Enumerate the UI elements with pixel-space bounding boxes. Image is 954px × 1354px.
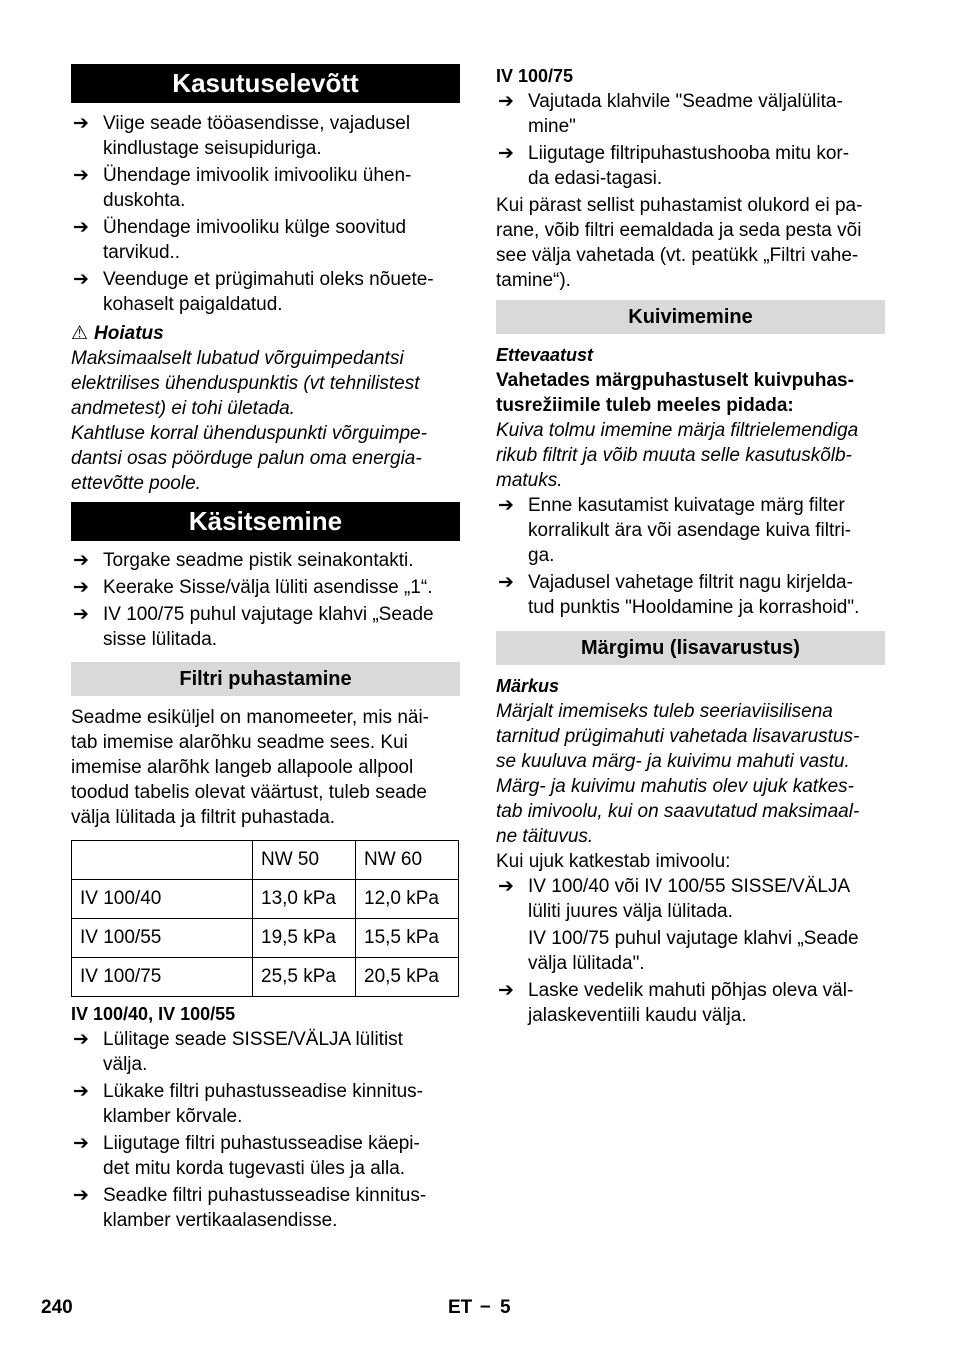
subheading-filtri-puhastamine: Filtri puhastamine (71, 662, 460, 696)
list-item: ➔ Viige seade tööasendisse, vajadusel kindlustage seisupiduriga. (73, 113, 411, 159)
table-cell: 19,5 kPa (253, 919, 356, 958)
bullet-list-1 (71, 111, 460, 317)
list-item: ➔ Vajadusel vahetage filtrit nagu kirjelda- tud punktis "Hooldamine ja korrashoid". (498, 572, 860, 618)
table-cell: 25,5 kPa (253, 958, 356, 997)
table-cell: 12,0 kPa (356, 880, 459, 919)
list-item: ➔ Lükake filtri puhastusseadise kinnitus- klamber kõrvale. (73, 1081, 424, 1127)
subheading-margimu: Märgimu (lisavarustus) (496, 631, 885, 665)
paragraph-filter-replace: Kui pärast sellist puhastamist olukord ei pa- rane, võib filtri eemaldada ja seda pesta või see välja vahetada (vt. peatükk „Filtri vahe- tamine“). (496, 195, 863, 291)
subheading-kuivimemine: Kuivimemine (496, 300, 885, 334)
arrow-right-icon: ➔ (73, 1081, 89, 1102)
list-item: ➔ Veenduge et prügimahuti oleks nõuete- kohaselt paigaldatud. (73, 269, 434, 315)
arrow-right-icon: ➔ (73, 269, 89, 290)
table-row (72, 958, 459, 997)
language-code: ET (448, 1297, 473, 1318)
table-cell: IV 100/40 (72, 880, 253, 919)
list-item: ➔ IV 100/75 puhul vajutage klahvi „Seade sisse lülitada. (73, 604, 434, 650)
table-cell: 20,5 kPa (356, 958, 459, 997)
table-row (72, 919, 459, 958)
pressure-table (71, 840, 459, 997)
table-cell: IV 100/75 (72, 958, 253, 997)
note-label: Märkus (496, 676, 560, 696)
list-item: ➔ Ühendage imivoolik imivooliku ühen- duskohta. (73, 165, 412, 211)
table-cell: 13,0 kPa (253, 880, 356, 919)
left-column (71, 64, 460, 1235)
arrow-right-icon: ➔ (73, 604, 89, 625)
bullet-list-r1 (496, 89, 885, 191)
right-column (496, 64, 885, 1030)
arrow-right-icon: ➔ (498, 91, 514, 112)
arrow-right-icon: ➔ (73, 577, 89, 598)
list-item: ➔ Seadke filtri puhastusseadise kinnitus- klamber vertikaalasendisse. (73, 1185, 427, 1231)
arrow-right-icon: ➔ (498, 495, 514, 516)
list-item: ➔ Lülitage seade SISSE/VÄLJA lülitist välja. (73, 1029, 403, 1075)
warning-label: ⚠ Hoiatus (71, 323, 164, 344)
table-cell: 15,5 kPa (356, 919, 459, 958)
list-item: ➔ Liigutage filtri puhastusseadise käepi- det mitu korda tugevasti üles ja alla. (73, 1133, 420, 1179)
bullet-list-2 (71, 548, 460, 652)
arrow-right-icon: ➔ (73, 1029, 89, 1050)
list-item: ➔ Keerake Sisse/välja lüliti asendisse „1“. (73, 577, 433, 598)
list-item: ➔ Vajutada klahvile "Seadme väljalülita- mine" (498, 91, 843, 137)
arrow-right-icon: ➔ (498, 143, 514, 164)
arrow-right-icon: ➔ (498, 980, 514, 1001)
list-item: ➔ Laske vedelik mahuti põhjas oleva väl- jalaskeventiili kaudu välja. (498, 980, 854, 1026)
caution-italic-text: Kuiva tolmu imemine märja filtrielemendiga rikub filtrit ja võib muuta selle kasutuskõlb- matuks. (496, 420, 859, 491)
paragraph-manometer: Seadme esiküljel on manomeeter, mis näi- tab imemise alarõhku seadme sees. Kui imemise alarõhk langeb allapoole allpool toodud tabelis olevat väärtust, tuleb seade välja lülitada ja filtrit puhastada. (71, 707, 430, 828)
section-heading-kasutuselevott: Kasutuselevõtt (71, 64, 460, 103)
arrow-right-icon: ➔ (73, 165, 89, 186)
table-cell: IV 100/55 (72, 919, 253, 958)
indented-text: IV 100/75 puhul vajutage klahvi „Seade välja lülitada". (528, 928, 859, 974)
arrow-right-icon: ➔ (73, 1133, 89, 1154)
list-item: ➔ Liigutage filtripuhastushooba mitu kor- da edasi-tagasi. (498, 143, 850, 189)
page-number: 240 (41, 1297, 73, 1318)
caution-label: Ettevaatust (496, 345, 594, 365)
table-cell (72, 841, 253, 880)
float-paragraph: Kui ujuk katkestab imivoolu: (496, 851, 731, 872)
table-row (72, 880, 459, 919)
table-header-row (72, 841, 459, 880)
list-item: ➔ IV 100/40 või IV 100/55 SISSE/VÄLJA lüliti juures välja lülitada. (498, 876, 851, 922)
warning-triangle-icon: ⚠ (71, 323, 89, 344)
bullet-list-r2 (496, 493, 885, 620)
table-cell: NW 50 (253, 841, 356, 880)
arrow-right-icon: ➔ (498, 572, 514, 593)
arrow-right-icon: ➔ (498, 876, 514, 897)
list-item: ➔ Ühendage imivooliku külge soovitud tarvikud.. (73, 217, 407, 263)
model-heading-iv100-75: IV 100/75 (496, 66, 574, 86)
caution-bold-text: Vahetades märgpuhastuselt kuivpuhas- tusrežiimile tuleb meeles pidada: (496, 370, 854, 416)
table-cell: NW 60 (356, 841, 459, 880)
bullet-list-3 (71, 1027, 460, 1233)
section-heading-kasitsemine: Käsitsemine (71, 502, 460, 541)
arrow-right-icon: ➔ (73, 217, 89, 238)
arrow-right-icon: ➔ (73, 113, 89, 134)
list-item: ➔ Torgake seadme pistik seinakontakti. (73, 550, 414, 571)
sub-page-number: 5 (500, 1297, 511, 1318)
list-item: ➔ Enne kasutamist kuivatage märg filter korralikult ära või asendage kuiva filtri- ga. (498, 495, 852, 566)
arrow-right-icon: ➔ (73, 1185, 89, 1206)
model-heading-iv100-40-55: IV 100/40, IV 100/55 (71, 1004, 236, 1024)
warning-text: Maksimaalselt lubatud võrguimpedantsi elektrilises ühenduspunktis (vt tehnilistest andmetest) ei tohi ületada. Kahtluse korral ühenduspunkti võrguimpe- dantsi osas pöörduge palun oma energia- ettevõtte poole. (71, 348, 427, 494)
footer-dash: – (480, 1296, 491, 1317)
note-italic-text: Märjalt imemiseks tuleb seeriaviisilisena tarnitud prügimahuti vahetada lisavarustus- se kuuluva märg- ja kuivimu mahuti vastu. Märg- ja kuivimu mahutis olev ujuk katkes- tab imivoolu, kui on saavutatud maksimaal- ne täituvus. (496, 701, 860, 847)
arrow-right-icon: ➔ (73, 550, 89, 571)
